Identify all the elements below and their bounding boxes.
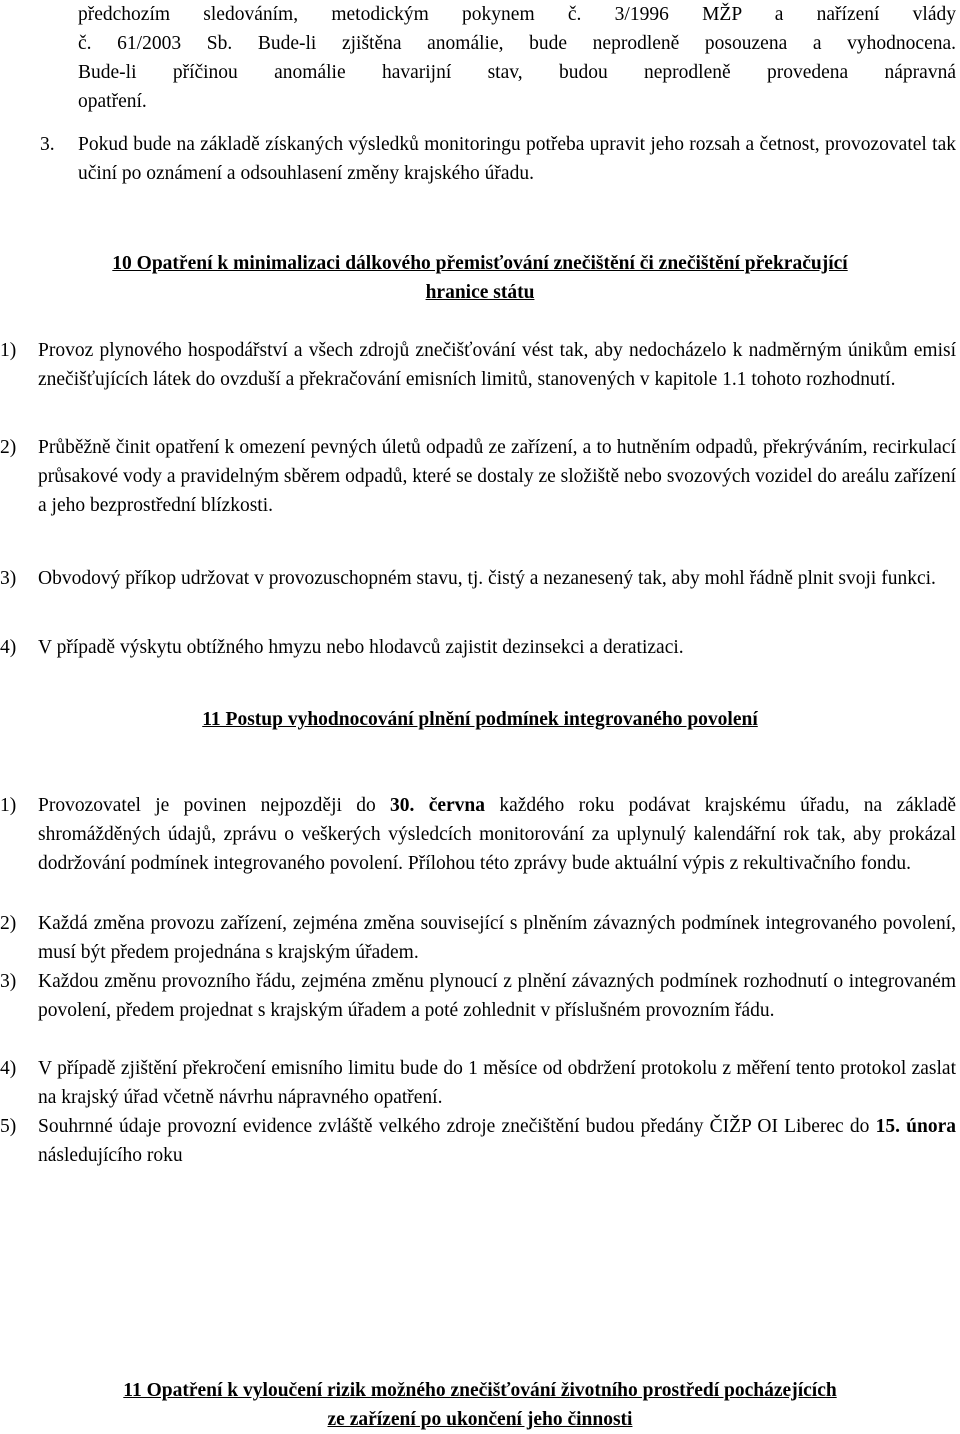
item-text: Každou změnu provozního řádu, zejména změnu plynoucí z plnění závazných podmínek rozhodnutí o integrovaném povolení, předem projednat s krajským úřadem a poté zohlednit v příslušném provozním řádu. [38,971,956,1021]
item-number: 1) [0,795,17,816]
deadline-month: února [906,1116,957,1137]
section-10-heading [0,249,960,307]
item-text [38,791,956,878]
item-number: 3) [0,568,17,589]
text-segment: Souhrnné údaje provozní evidence zvláště velkého zdroje znečištění budou předány ČIŽP OI Liberec do [38,1116,876,1137]
deadline-day: 15. [875,1116,900,1137]
item-text: V případě zjištění překročení emisního limitu bude do 1 měsíce od obdržení protokolu z měření tento protokol zaslat na krajský úřad včetně návrhu nápravného opatření. [38,1058,956,1108]
deadline-day: 30. [390,795,415,816]
text-line: opatření. [78,91,147,112]
section-11b-heading [0,1376,960,1434]
heading-line: ze zařízení po ukončení jeho činnosti [327,1409,633,1430]
item-number: 3. [40,134,55,155]
text-segment [414,795,428,816]
item-text: Provoz plynového hospodářství a všech zdrojů znečišťování vést tak, aby nedocházelo k nadměrným únikům emisí znečišťujících látek do ovzduší a překračování emisních limitů, stanovených v kapitole 1.1 tohoto rozhodnutí. [38,340,956,390]
text-segment: každého roku podávat krajskému úřadu, na základě shromážděných údajů, zprávu o veškerých výsledcích monitorování za uplynulý kalendářní rok tak, aby prokázal dodržování podmínek integrovaného povolení. Přílohou této zprávy bude aktuální výpis z rekultivačního fondu. [38,795,956,874]
text-line: předchozím sledováním, metodickým pokynem č. 3/1996 MŽP a nařízení vlády [78,4,956,25]
deadline-month: června [428,795,486,816]
item-text: Obvodový příkop udržovat v provozuschopném stavu, tj. čistý a nezanesený tak, aby mohl řádně plnit svoji funkci. [38,568,936,589]
heading-line: 11 Opatření k vyloučení rizik možného znečišťování životního prostředí pocházejících [123,1380,837,1401]
item-number: 4) [0,637,17,658]
item-number: 4) [0,1058,17,1079]
item-text: Průběžně činit opatření k omezení pevných úletů odpadů ze zařízení, a to hutněním odpadů, překrýváním, recirkulací průsakové vody a pravidelným sběrem odpadů, které se dostaly ze složiště nebo svozových vozidel do areálu zařízení a jeho bezprostřední blízkosti. [38,437,956,516]
text-segment: následujícího roku [38,1145,183,1166]
item-number: 5) [0,1116,17,1137]
item-text: Pokud bude na základě získaných výsledků monitoringu potřeba upravit jeho rozsah a četnost, provozovatel tak učiní po oznámení a odsouhlasení změny krajského úřadu. [78,134,956,184]
text-line: Bude-li příčinou anomálie havarijní stav, budou neprodleně provedena nápravná [78,62,956,83]
text-line: č. 61/2003 Sb. Bude-li zjištěna anomálie, bude neprodleně posouzena a vyhodnocena. [78,33,956,54]
item-number: 1) [0,340,17,361]
item-text: Každá změna provozu zařízení, zejména změna související s plněním závazných podmínek integrovaného povolení, musí být předem projednána s krajským úřadem. [38,913,956,963]
item-text [38,1112,956,1170]
intro-paragraph [78,0,956,116]
item-text: V případě výskytu obtížného hmyzu nebo hlodavců zajistit dezinsekci a deratizaci. [38,637,684,658]
text-segment: Provozovatel je povinen nejpozději do [38,795,391,816]
section-11-heading: 11 Postup vyhodnocování plnění podmínek integrovaného povolení [202,709,758,730]
heading-line: 10 Opatření k minimalizaci dálkového přemisťování znečištění či znečištění překračující [112,253,848,274]
item-number: 2) [0,913,17,934]
heading-line: hranice státu [425,282,535,303]
item-number: 3) [0,971,17,992]
item-number: 2) [0,437,17,458]
